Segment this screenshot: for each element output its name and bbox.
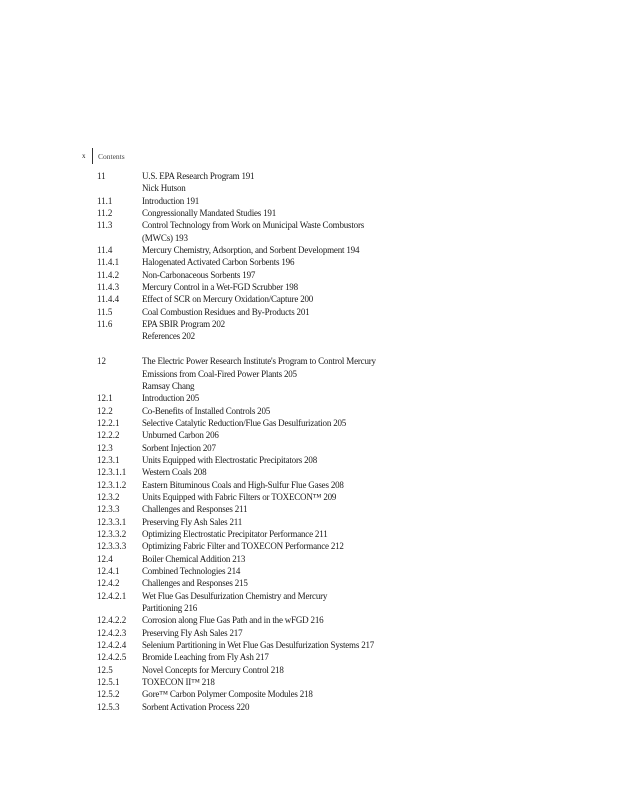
toc-entry-number: 11.4 (97, 245, 113, 256)
toc-entry-title: Units Equipped with Electrostatic Precipitators 208 (142, 454, 318, 465)
toc-entry (0, 466, 618, 478)
toc-entry-number: 12.3.3.2 (97, 528, 127, 539)
toc-entry-number: 11.3 (97, 220, 113, 231)
toc-entry-title: Co-Benefits of Installed Controls 205 (142, 405, 271, 416)
toc-entry-title: Challenges and Responses 215 (142, 578, 248, 589)
toc-entry-number: 12.4.2 (97, 578, 120, 589)
toc-entry-title: Ramsay Chang (142, 380, 195, 391)
toc-entry-number: 12.5 (97, 664, 113, 675)
toc-entry (0, 281, 618, 293)
toc-entry-title: Control Technology from Work on Municipal Waste Combustors (142, 220, 365, 231)
toc-entry (0, 170, 618, 182)
toc-entry (0, 639, 618, 651)
page-number: x (82, 152, 86, 160)
toc-entry-title: Selenium Partitioning in Wet Flue Gas Desulfurization Systems 217 (142, 640, 375, 651)
toc-entry-number: 12.4.2.4 (97, 640, 127, 651)
running-head: Contents (98, 151, 125, 161)
toc-entry-title: The Electric Power Research Institute's Program to Control Mercury (142, 356, 376, 367)
toc-entry (0, 429, 618, 441)
toc-entry (0, 676, 618, 688)
toc-entry (0, 627, 618, 639)
toc-entry-title: Eastern Bituminous Coals and High-Sulfur Flue Gases 208 (142, 479, 344, 490)
toc-entry-title: EPA SBIR Program 202 (142, 319, 225, 330)
toc-entry-number: 12.2.1 (97, 417, 120, 428)
page-header (82, 148, 125, 164)
toc-entry (0, 207, 618, 219)
toc-entry (0, 256, 618, 268)
toc-entry-number: 12.4.2.5 (97, 652, 127, 663)
toc-entry-title: Optimizing Fabric Filter and TOXECON Performance 212 (142, 541, 344, 552)
toc-entry-number: 12 (97, 356, 106, 367)
toc-entry-number: 11.4.4 (97, 294, 120, 305)
toc-entry (0, 405, 618, 417)
toc-entry-number: 12.2 (97, 405, 113, 416)
toc-entry-title: Introduction 191 (142, 195, 200, 206)
toc-entry-number: 12.1 (97, 393, 113, 404)
toc-entry (0, 293, 618, 305)
toc-entry-number: 11.1 (97, 195, 113, 206)
toc-entry-title: Combined Technologies 214 (142, 566, 241, 576)
toc-entry-number: 11.6 (97, 319, 113, 330)
toc-entry (0, 701, 618, 713)
toc-entry-title: Congressionally Mandated Studies 191 (142, 208, 277, 219)
toc-entry (0, 442, 618, 454)
header-divider (92, 148, 93, 164)
toc-entry (0, 565, 618, 577)
toc-entry (0, 528, 618, 540)
toc-entry-number: 12.4.2.3 (97, 627, 127, 638)
toc-entry-number: 12.3.1.2 (97, 479, 127, 490)
toc-entry-number: 11.4.2 (97, 269, 120, 280)
toc-entry-title: Selective Catalytic Reduction/Flue Gas Desulfurization 205 (142, 417, 347, 428)
toc-entry-number: 12.5.3 (97, 701, 120, 712)
toc-entry (0, 306, 618, 318)
toc-entry (0, 553, 618, 565)
toc-entry-title: Unburned Carbon 206 (142, 430, 219, 441)
toc-entry (0, 269, 618, 281)
toc-entry (0, 368, 618, 380)
toc-entry-title: Partitioning 216 (142, 603, 198, 614)
toc-entry-title: Preserving Fly Ash Sales 217 (142, 627, 243, 638)
toc-entry-number: 12.3.3.1 (97, 516, 127, 527)
toc-entry-number: 11.5 (97, 306, 113, 317)
toc-entry-number: 11.4.3 (97, 282, 120, 293)
toc-entry-title: Effect of SCR on Mercury Oxidation/Capture 200 (142, 294, 314, 305)
toc-entry-number: 12.3.2 (97, 491, 120, 502)
toc-entry-number: 11.4.1 (97, 257, 120, 268)
toc-entry (0, 491, 618, 503)
toc-entry (0, 577, 618, 589)
toc-entry (0, 651, 618, 663)
table-of-contents (0, 170, 618, 713)
toc-entry (0, 195, 618, 207)
toc-entry-number: 12.5.2 (97, 689, 120, 700)
toc-entry-number: 12.4.2.2 (97, 615, 127, 626)
toc-entry-title: Sorbent Injection 207 (142, 442, 216, 453)
toc-entry (0, 614, 618, 626)
toc-entry-title: References 202 (142, 331, 195, 342)
toc-entry (0, 219, 618, 231)
toc-entry-number: 12.4.2.1 (97, 590, 127, 601)
toc-entry-title: Non-Carbonaceous Sorbents 197 (142, 269, 256, 280)
toc-entry-title: Units Equipped with Fabric Filters or TOXECON™ 209 (142, 491, 337, 502)
toc-entry-title: Preserving Fly Ash Sales 211 (142, 516, 243, 527)
toc-entry (0, 330, 618, 342)
toc-entry-title: Corrosion along Flue Gas Path and in the wFGD 216 (142, 615, 324, 626)
toc-entry-number: 12.3 (97, 442, 113, 453)
toc-entry (0, 244, 618, 256)
toc-entry-number: 12.3.1 (97, 454, 120, 465)
toc-entry-number: 11 (97, 171, 106, 181)
toc-entry (0, 380, 618, 392)
toc-entry-title: Gore™ Carbon Polymer Composite Modules 218 (142, 689, 313, 700)
toc-entry (0, 454, 618, 466)
toc-entry-title: Boiler Chemical Addition 213 (142, 553, 246, 564)
toc-entry-number: 12.5.1 (97, 677, 120, 688)
toc-entry-title: Halogenated Activated Carbon Sorbents 196 (142, 257, 295, 268)
toc-spacer (0, 343, 618, 355)
toc-entry-title: TOXECON II™ 218 (142, 677, 215, 688)
toc-entry-number: 12.4.1 (97, 566, 120, 576)
toc-entry-title: Emissions from Coal-Fired Power Plants 205 (142, 368, 297, 379)
toc-entry (0, 417, 618, 429)
toc-entry-number: 12.3.3.3 (97, 541, 127, 552)
toc-entry-number: 12.2.2 (97, 430, 120, 441)
toc-entry-title: Novel Concepts for Mercury Control 218 (142, 664, 284, 675)
toc-entry-title: Introduction 205 (142, 393, 200, 404)
toc-entry (0, 232, 618, 244)
toc-entry (0, 516, 618, 528)
toc-entry (0, 479, 618, 491)
toc-entry-title: Challenges and Responses 211 (142, 504, 248, 515)
toc-entry-number: 11.2 (97, 208, 113, 219)
toc-entry-number: 12.4 (97, 553, 113, 564)
toc-entry-number: 12.3.3 (97, 504, 120, 515)
toc-entry-title: Coal Combustion Residues and By-Products 201 (142, 306, 310, 317)
toc-entry-title: Optimizing Electrostatic Precipitator Performance 211 (142, 528, 328, 539)
toc-entry-title: Mercury Control in a Wet-FGD Scrubber 198 (142, 282, 298, 293)
toc-entry-title: Wet Flue Gas Desulfurization Chemistry and Mercury (142, 590, 328, 601)
toc-entry-title: Mercury Chemistry, Adsorption, and Sorbent Development 194 (142, 245, 360, 256)
toc-entry-title: Bromide Leaching from Fly Ash 217 (142, 652, 269, 663)
toc-entry-title: (MWCs) 193 (142, 232, 188, 243)
toc-entry (0, 590, 618, 602)
toc-entry (0, 602, 618, 614)
toc-entry (0, 540, 618, 552)
toc-entry (0, 182, 618, 194)
toc-entry-title: Nick Hutson (142, 183, 186, 194)
toc-entry-title: Sorbent Activation Process 220 (142, 701, 250, 712)
toc-entry (0, 664, 618, 676)
toc-entry (0, 392, 618, 404)
toc-entry-title: U.S. EPA Research Program 191 (142, 171, 255, 181)
toc-entry-number: 12.3.1.1 (97, 467, 127, 478)
toc-entry (0, 503, 618, 515)
toc-entry (0, 318, 618, 330)
toc-entry-title: Western Coals 208 (142, 467, 207, 478)
toc-entry (0, 355, 618, 367)
toc-entry (0, 688, 618, 700)
